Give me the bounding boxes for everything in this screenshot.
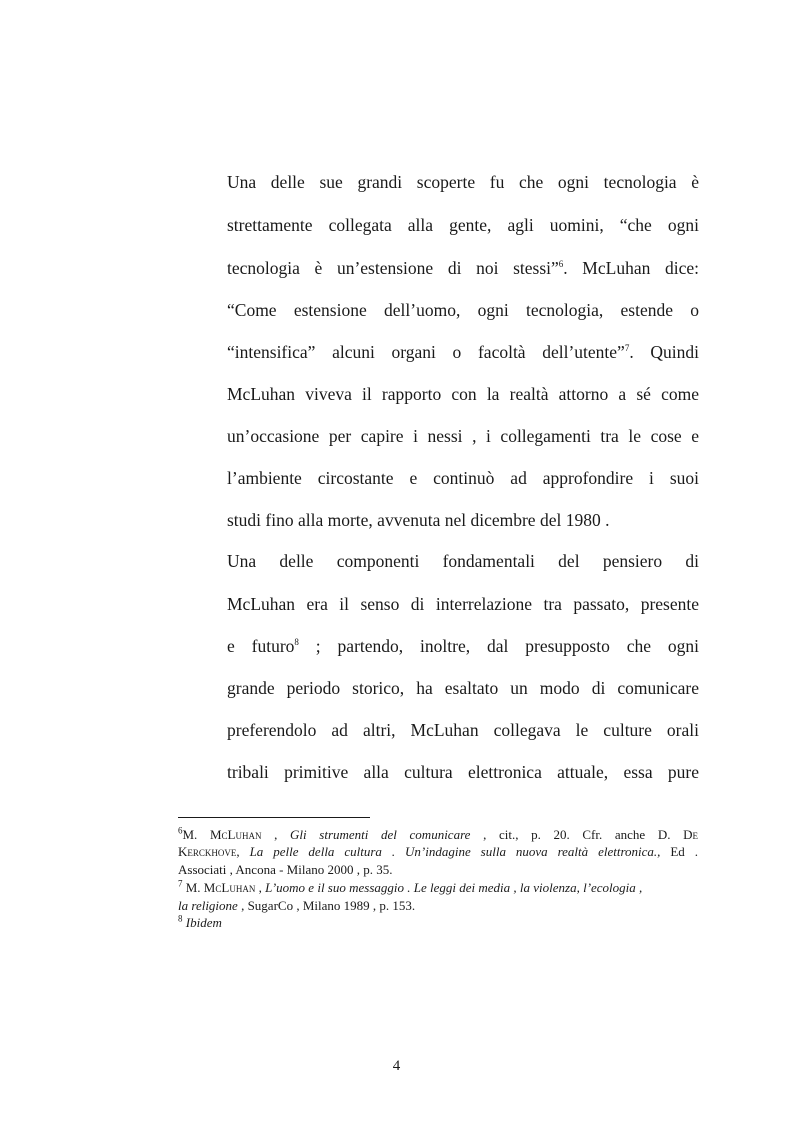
- footnote-text: , cit., p. 20. Cfr. anche D. D: [470, 827, 693, 842]
- footnote-author: M. M: [182, 827, 222, 842]
- body-text-line: strettamente collegata alla gente, agli uomini, “che ogni: [227, 215, 699, 235]
- footnote-text: Ed .: [660, 844, 698, 859]
- footnote-text: ,: [255, 880, 266, 895]
- footnote-mark: 6: [178, 825, 183, 836]
- footnote-ref-8[interactable]: 8: [294, 637, 299, 648]
- footnote-title: La pelle della cultura . Un’indagine sulla nuova realtà elettronica.,: [249, 844, 661, 859]
- body-text: “intensifica” alcuni organi o facoltà dell’utente”: [227, 342, 625, 362]
- body-text: e futuro: [227, 636, 295, 656]
- footnote-author: c: [215, 880, 222, 895]
- body-text-line: [227, 258, 699, 278]
- footnote-ref-7[interactable]: 7: [624, 343, 630, 354]
- footnote-8: [178, 914, 698, 931]
- footnote-6-cont: [178, 843, 698, 860]
- page-number: 4: [392, 1058, 401, 1074]
- footnote-text: ,: [236, 844, 250, 859]
- footnote-7-cont: [178, 897, 698, 914]
- body-text: . Quindi: [629, 342, 699, 362]
- footnote-title: la religione: [178, 898, 238, 913]
- footnote-author: e: [692, 827, 698, 842]
- footnote-title: L’uomo e il suo messaggio . Le leggi dei media , la violenza, l’ecologia ,: [265, 880, 643, 895]
- footnote-author: uhan: [235, 827, 262, 842]
- footnote-text: , SugarCo , Milano 1989 , p. 153.: [237, 898, 416, 913]
- footnote-6: [178, 826, 698, 843]
- footnote-author: erckhove: [187, 844, 237, 859]
- body-text: ; partendo, inoltre, dal presupposto che ogni: [298, 636, 699, 656]
- body-text: . McLuhan dice:: [563, 258, 699, 278]
- footnote-mark: 8: [178, 913, 183, 924]
- body-text-line: l’ambiente circostante e continuò ad approfondire i suoi: [227, 468, 699, 488]
- body-text-line: preferendolo ad altri, McLuhan collegava le culture orali: [227, 720, 699, 740]
- body-text-line: McLuhan era il senso di interrelazione tra passato, presente: [227, 594, 699, 614]
- footnote-author: uhan: [229, 880, 256, 895]
- body-text-line: studi fino alla morte, avvenuta nel dicembre del 1980 .: [227, 510, 610, 530]
- footnote-separator: [178, 817, 370, 818]
- footnote-author: K: [178, 844, 188, 859]
- body-text-line: “Come estensione dell’uomo, ogni tecnologia, estende o: [227, 300, 699, 320]
- footnote-6-cont: Associati , Ancona - Milano 2000 , p. 35.: [178, 862, 393, 877]
- body-text-line: Una delle componenti fondamentali del pensiero di: [227, 551, 699, 571]
- body-text-line: grande periodo storico, ha esaltato un modo di comunicare: [227, 678, 699, 698]
- footnote-author: L: [227, 827, 236, 842]
- body-text-line: Una delle sue grandi scoperte fu che ogni tecnologia è: [227, 172, 699, 192]
- footnote-author: L: [221, 880, 230, 895]
- footnote-mark: 7: [178, 878, 183, 889]
- body-text: tecnologia è un’estensione di noi stessi”: [227, 258, 559, 278]
- footnote-7: [178, 879, 688, 896]
- footnote-author: c: [221, 827, 228, 842]
- body-text-line: un’occasione per capire i nessi , i collegamenti tra le cose e: [227, 426, 699, 446]
- footnote-title: Ibidem: [185, 915, 222, 930]
- footnote-title: Gli strumenti del comunicare: [290, 827, 471, 842]
- footnote-author: M. M: [182, 880, 216, 895]
- footnote-ref-6[interactable]: 6: [558, 259, 564, 270]
- body-text-line: [227, 342, 699, 362]
- body-text-line: tribali primitive alla cultura elettronica attuale, essa pure: [227, 762, 699, 782]
- body-text-line: [227, 636, 699, 656]
- footnote-text: ,: [261, 827, 291, 842]
- body-text-line: McLuhan viveva il rapporto con la realtà attorno a sé come: [227, 384, 699, 404]
